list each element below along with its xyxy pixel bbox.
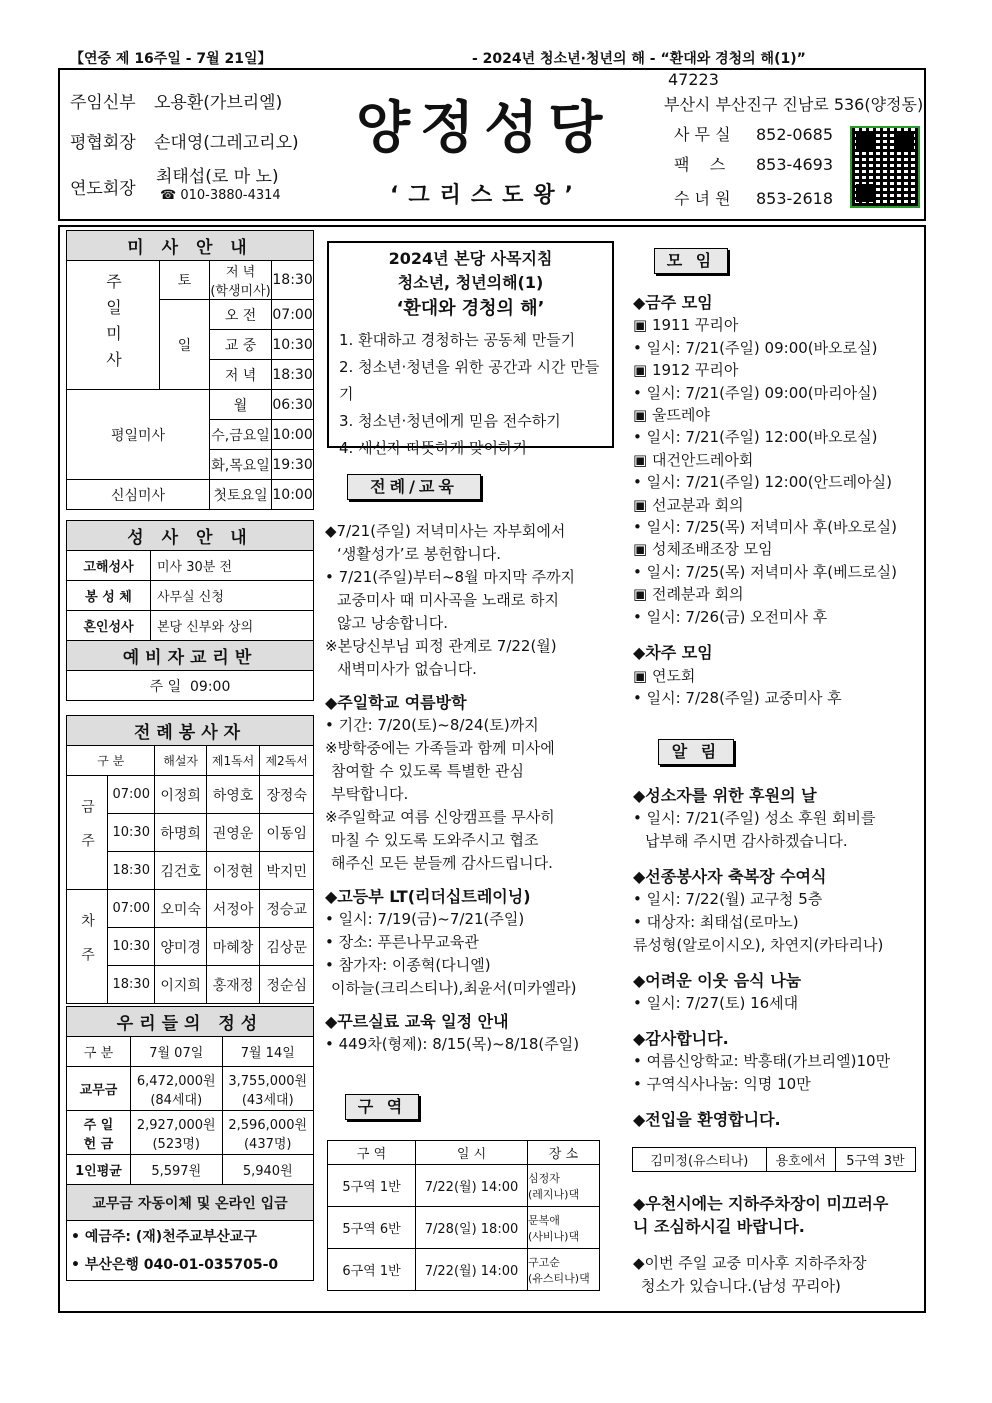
server-name: 오미숙 bbox=[155, 890, 206, 928]
welcome-district: 5구역 3반 bbox=[835, 1148, 915, 1172]
mass-time: 06:30 bbox=[272, 390, 314, 420]
mass-row: 월 bbox=[210, 390, 272, 420]
welcome-name: 김미정(유스티나) bbox=[633, 1148, 767, 1172]
server-name: 마혜창 bbox=[206, 928, 260, 966]
parking-notice: ◆이번 주일 교중 미사후 지하주차장 청소가 있습니다.(남성 꾸리아) bbox=[633, 1254, 867, 1295]
mass-time: 19:30 bbox=[272, 450, 314, 480]
welcome-from: 용호에서 bbox=[766, 1148, 835, 1172]
servers-col: 해설자 bbox=[155, 746, 206, 776]
offering-value: 6,472,000원 (84세대) bbox=[131, 1067, 223, 1111]
policy-line2: 청소년, 청년의해(1) bbox=[397, 273, 544, 292]
mass-time: 10:30 bbox=[272, 330, 314, 360]
mass-table bbox=[66, 230, 314, 510]
liturgy-tag: 전례/교육 bbox=[347, 474, 481, 500]
district-time: 7/28(일) 18:00 bbox=[416, 1207, 528, 1249]
offering-key: 주 일 헌 금 bbox=[67, 1111, 131, 1155]
district-name: 6구역 1반 bbox=[328, 1249, 416, 1291]
rain-notice: ◆우천시에는 지하주차장이 미끄러우 니 조심하시길 바랍니다. bbox=[633, 1194, 889, 1236]
mass-time: 10:00 bbox=[272, 480, 314, 510]
offering-key: 1인평균 bbox=[67, 1155, 131, 1185]
server-time: 18:30 bbox=[108, 966, 155, 1004]
policy-item: 2. 청소년·청년을 위한 공간과 시간 만들기 bbox=[339, 358, 600, 403]
server-name: 정순심 bbox=[260, 966, 314, 1004]
server-name: 정승교 bbox=[260, 890, 314, 928]
sun-label: 일 bbox=[160, 300, 210, 390]
server-time: 07:00 bbox=[108, 776, 155, 814]
sacrament-value: 미사 30분 전 bbox=[151, 551, 314, 581]
notice-list: ◆성소자를 위한 후원의 날 • 일시: 7/21(주일) 성소 후원 회비를 납부해 주시면 감사하겠습니다. ◆선종봉사자 축복장 수여식 • 일시: 7/22(월) 교구청 5층 • 대상자: 최태섭(로마노) 류성형(알로이시오), 차연지(카타리나) ◆어려운 이웃 음식 나눔 • 일시: 7/27(토) 16세대 ◆감사합니다. • 여름신앙학교: 박흥태(가브리엘)10만 • 구역식사나눔: 익명 10만 ◆전입을 환영합니다. bbox=[633, 786, 891, 1129]
offering-value: 3,755,000원 (43세대) bbox=[222, 1067, 314, 1111]
sacrament-key: 고해성사 bbox=[67, 551, 151, 581]
district-place: 심정자 (레지나)댁 bbox=[528, 1165, 600, 1207]
welcome-table bbox=[632, 1147, 916, 1172]
sacrament-key: 봉 성 체 bbox=[67, 581, 151, 611]
district-time: 7/22(월) 14:00 bbox=[416, 1165, 528, 1207]
policy-item: 4. 새신자 따뜻하게 맞이하기 bbox=[339, 439, 528, 457]
district-table bbox=[327, 1140, 600, 1291]
district-name: 5구역 6반 bbox=[328, 1207, 416, 1249]
offering-col: 7월 07일 bbox=[131, 1037, 223, 1067]
mass-row: 수,금요일 bbox=[210, 420, 272, 450]
church-subtitle: ‘그리스도왕’ bbox=[390, 183, 583, 208]
pastoral-policy-box bbox=[327, 241, 614, 457]
server-name: 이지희 bbox=[155, 966, 206, 1004]
sacrament-table bbox=[66, 520, 314, 701]
offering-key: 교무금 bbox=[67, 1067, 131, 1111]
top-line bbox=[60, 48, 926, 68]
first-label: 신심미사 bbox=[67, 480, 210, 510]
liturgy-notices: ◆7/21(주일) 저녁미사는 자부회에서 ‘생활성가’로 봉헌합니다. • 7/21(주일)부터~8월 마지막 주까지 교중미사 때 미사곡을 노래로 하지 않고 낭송합니다. ※본당신부님 피정 관계로 7/22(월) 새벽미사가 없습니다. ◆주일학교 여름방학 • 기간: 7/20(토)~8/24(토)까지 ※방학중에는 가족들과 함께 미사에 참여할 수 있도록 특별한 관심 부탁합니다. ※주일학교 여름 신앙캠프를 무사히 마칠 수 있도록 도와주시고 협조 해주신 모든 분들께 감사드립니다. ◆고등부 LT(리더십트레이닝) • 일시: 7/19(금)~7/21(주일) • 장소: 푸른나무교육관 • 참가자: 이종혁(다니엘) 이하늘(크리스티나),최윤서(미카엘라) ◆꾸르실료 교육 일정 안내 • 449차(형제): 8/15(목)~8/18(주일) bbox=[325, 522, 580, 1053]
notice-tag: 알 림 bbox=[658, 739, 734, 765]
meetings-list: ◆금주 모임 ▣ 1911 꾸리아 • 일시: 7/21(주일) 09:00(바오로실) ▣ 1912 꾸리아 • 일시: 7/21(주일) 09:00(마리아실) ▣ 울뜨레야 • 일시: 7/21(주일) 12:00(바오로실) ▣ 대건안드레아회 • 일시: 7/21(주일) 12:00(안드레아실) ▣ 선교분과 회의 • 일시: 7/25(목) 저녁미사 후(바오로실) ▣ 성체조배조장 모임 • 일시: 7/25(목) 저녁미사 후(베드로실) ▣ 전례분과 회의 • 일시: 7/26(금) 오전미사 후 ◆차주 모임 ▣ 연도회 • 일시: 7/28(주일) 교중미사 후 bbox=[633, 293, 897, 707]
sacrament-value: 본당 신부와 상의 bbox=[151, 611, 314, 641]
server-time: 18:30 bbox=[108, 852, 155, 890]
offering-col: 7월 14일 bbox=[222, 1037, 314, 1067]
this-week-label: 금주 bbox=[67, 776, 108, 890]
qr-code-icon[interactable] bbox=[850, 126, 920, 208]
mass-row: 화,목요일 bbox=[210, 450, 272, 480]
district-name: 5구역 1반 bbox=[328, 1165, 416, 1207]
server-name: 김상문 bbox=[260, 928, 314, 966]
sunday-label: 주일미사 bbox=[67, 261, 160, 390]
catechumen-title: 예비자교리반 bbox=[67, 641, 314, 671]
postcode: 47223 bbox=[668, 70, 719, 89]
leader-phone: ☎ 010-3880-4314 bbox=[160, 188, 281, 203]
offering-value: 2,596,000원 (437명) bbox=[222, 1111, 314, 1155]
server-name: 하명희 bbox=[155, 814, 206, 852]
mass-time: 07:00 bbox=[272, 300, 314, 330]
policy-item: 3. 청소년·청년에게 믿음 전수하기 bbox=[339, 412, 561, 430]
server-name: 박지민 bbox=[260, 852, 314, 890]
servers-col: 제2독서 bbox=[260, 746, 314, 776]
server-name: 장정숙 bbox=[260, 776, 314, 814]
sacrament-title: 성 사 안 내 bbox=[67, 521, 314, 551]
offering-title: 우리들의 정성 bbox=[67, 1007, 314, 1037]
contact-fax: 팩 스 853-4693 bbox=[674, 155, 834, 174]
policy-list bbox=[329, 327, 612, 462]
mass-time: 10:00 bbox=[272, 420, 314, 450]
district-place: 구고순 (유스티나)댁 bbox=[528, 1249, 600, 1291]
servers-title: 전례봉사자 bbox=[67, 716, 314, 746]
offering-col: 구 분 bbox=[67, 1037, 131, 1067]
mass-row: 교 중 bbox=[210, 330, 272, 360]
bank-info: • 예금주: (재)천주교부산교구 • 부산은행 040-01-035705-0 bbox=[67, 1221, 314, 1281]
policy-line1: 2024년 본당 사목지침 bbox=[388, 249, 553, 268]
server-name: 이정희 bbox=[155, 776, 206, 814]
week-label: 【연중 제 16주일 - 7월 21일】 bbox=[70, 51, 272, 67]
contact-office: 사 무 실 852-0685 bbox=[674, 125, 834, 144]
leader-pastor: 주임신부 오용환(가브리엘) bbox=[70, 93, 283, 113]
policy-item: 1. 환대하고 경청하는 공동체 만들기 bbox=[339, 331, 576, 349]
mass-row: 오 전 bbox=[210, 300, 272, 330]
year-theme: - 2024년 청소년·청년의 해 - “환대와 경청의 해(1)” bbox=[472, 51, 806, 67]
servers-table bbox=[66, 715, 314, 1004]
server-name: 이동임 bbox=[260, 814, 314, 852]
address: 부산시 부산진구 진남로 536(양정동) bbox=[664, 95, 924, 114]
server-time: 07:00 bbox=[108, 890, 155, 928]
district-time: 7/22(월) 14:00 bbox=[416, 1249, 528, 1291]
mass-title: 미 사 안 내 bbox=[67, 231, 314, 261]
server-name: 양미경 bbox=[155, 928, 206, 966]
catechumen-time: 주 일 09:00 bbox=[67, 671, 314, 701]
church-title: 양정성당 bbox=[356, 95, 613, 161]
district-col: 일 시 bbox=[416, 1141, 528, 1165]
weekday-label: 평일미사 bbox=[67, 390, 210, 480]
policy-line3: ‘환대와 경청의 해’ bbox=[396, 298, 545, 319]
district-tag: 구 역 bbox=[345, 1094, 419, 1120]
servers-col: 제1독서 bbox=[206, 746, 260, 776]
offering-value: 5,940원 bbox=[222, 1155, 314, 1185]
meetings-tag: 모 임 bbox=[654, 248, 728, 274]
leader-yeondo: 연도회장 bbox=[70, 179, 136, 199]
server-time: 10:30 bbox=[108, 928, 155, 966]
server-name: 김건호 bbox=[155, 852, 206, 890]
server-name: 서정아 bbox=[206, 890, 260, 928]
sacrament-key: 혼인성사 bbox=[67, 611, 151, 641]
auto-transfer-title: 교무금 자동이체 및 온라인 입금 bbox=[67, 1185, 314, 1221]
district-col: 구 역 bbox=[328, 1141, 416, 1165]
sat-label: 토 bbox=[160, 261, 210, 300]
offering-value: 2,927,000원 (523명) bbox=[131, 1111, 223, 1155]
sacrament-value: 사무실 신청 bbox=[151, 581, 314, 611]
header bbox=[58, 68, 926, 221]
server-name: 홍재정 bbox=[206, 966, 260, 1004]
district-col: 장 소 bbox=[528, 1141, 600, 1165]
contact-convent: 수 녀 원 853-2618 bbox=[674, 189, 834, 208]
server-name: 권영운 bbox=[206, 814, 260, 852]
leader-council: 평협회장 손대영(그레고리오) bbox=[70, 133, 299, 153]
mass-row: 저 녁 (학생미사) bbox=[210, 261, 272, 300]
mass-time: 18:30 bbox=[272, 360, 314, 390]
server-time: 10:30 bbox=[108, 814, 155, 852]
leader-yeondo-name: 최태섭(로 마 노) bbox=[156, 167, 279, 187]
server-name: 하영호 bbox=[206, 776, 260, 814]
district-place: 문복애 (사비나)댁 bbox=[528, 1207, 600, 1249]
offering-value: 5,597원 bbox=[131, 1155, 223, 1185]
next-week-label: 차주 bbox=[67, 890, 108, 1004]
server-name: 이정현 bbox=[206, 852, 260, 890]
mass-row: 저 녁 bbox=[210, 360, 272, 390]
mass-time: 18:30 bbox=[272, 261, 314, 300]
servers-col: 구 분 bbox=[67, 746, 155, 776]
mass-row: 첫토요일 bbox=[210, 480, 272, 510]
offering-table bbox=[66, 1006, 314, 1281]
